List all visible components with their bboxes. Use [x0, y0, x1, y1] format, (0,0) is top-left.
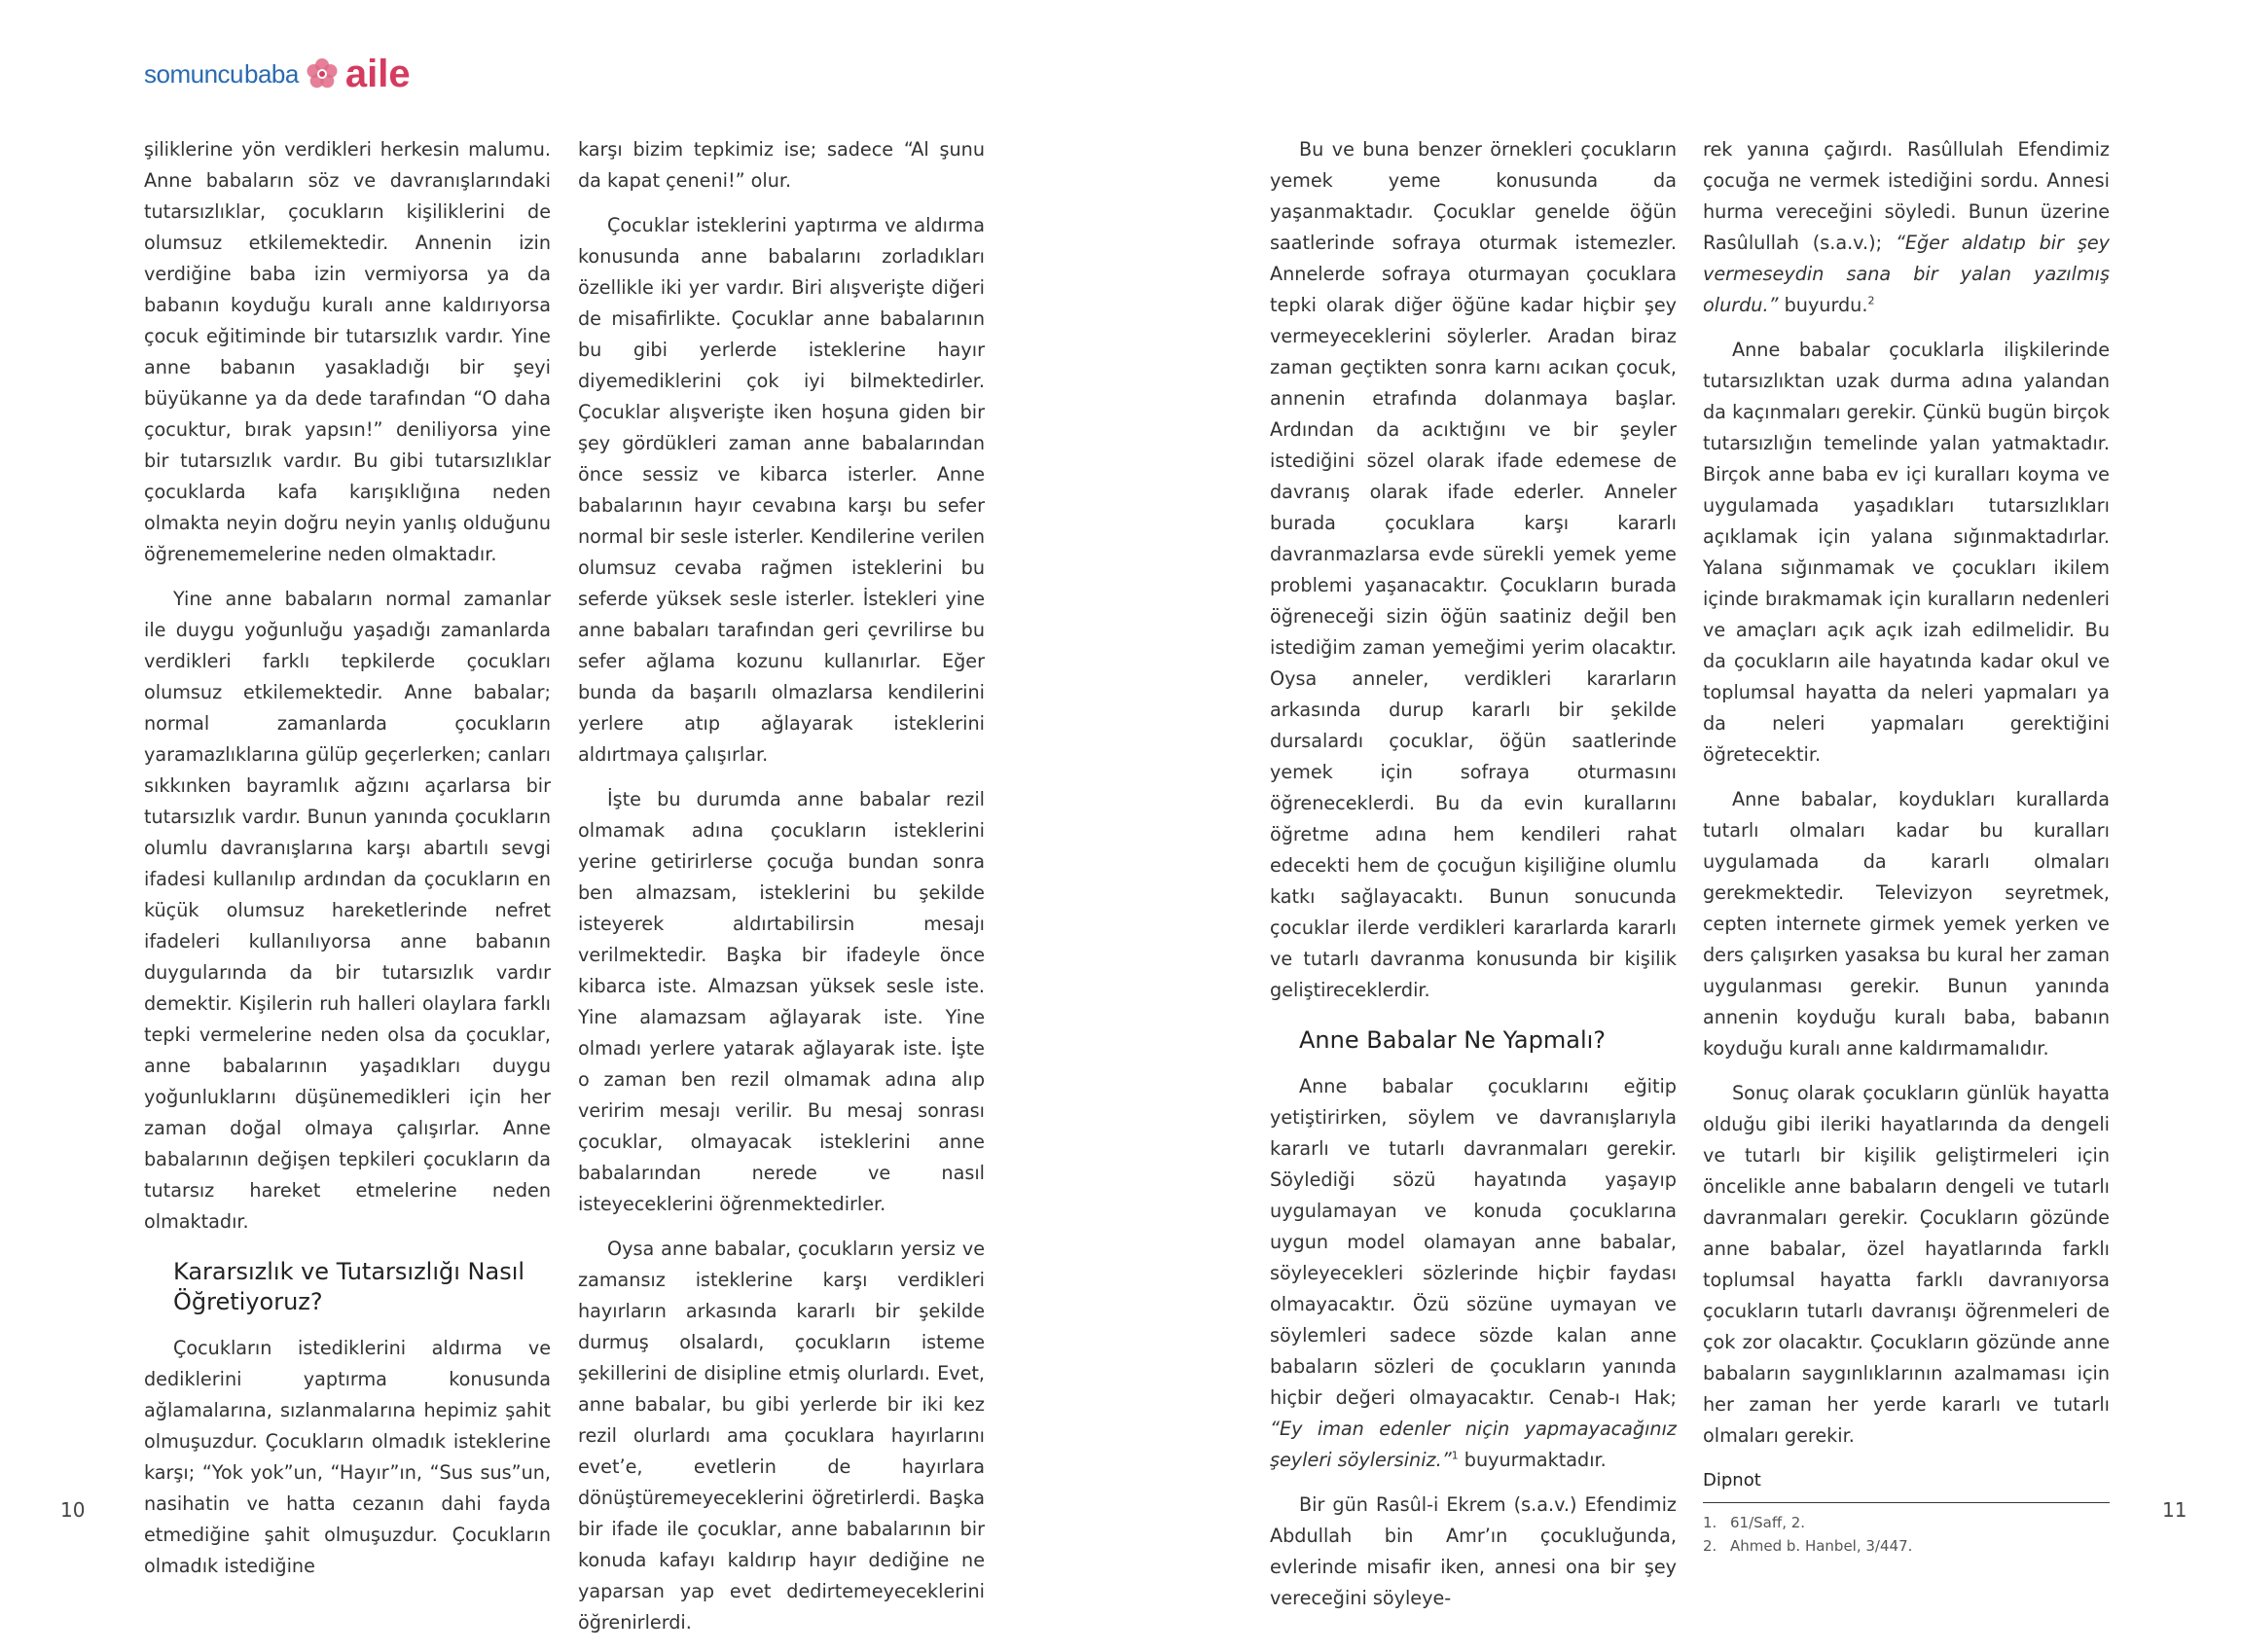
- footnote-ref: 1: [1451, 1449, 1459, 1462]
- footnote-ref: 2: [1867, 294, 1875, 307]
- text-column-1: [144, 134, 551, 1596]
- footnote-list: [1703, 1511, 2110, 1558]
- section-heading: Anne Babalar Ne Yapmalı?: [1299, 1026, 1607, 1054]
- footnote-number: 1.: [1703, 1514, 1717, 1531]
- text-column-2: [578, 134, 985, 1652]
- brand-logo: [144, 51, 411, 97]
- text-column-4: [1703, 134, 2110, 1558]
- quote-text: “Eğer aldatıp bir şey vermeseydin sana bir yalan yazılmış olurdu.”: [1703, 232, 2110, 316]
- paragraph: Yine anne babaların normal zamanlar ile duygu yoğunluğu yaşadığı zamanlarda verdikleri farklı tepkilerde çocukları olumsuz etkilemektedir. Anne babalar; normal zamanlarda çocukların yaramazlıklarına gülüp geçerlerken; canları sıkkınken bayramlık ağzını açarlarsa bir tutarsızlık vardır. Bunun yanında çocukların olumlu davranışlarına karşı abartılı sevgi ifadesi kullanılıp ardından da çocukların en küçük olumsuz hareketlerinde nefret ifadeleri kullanılıyorsa anne babanın duygularında da bir tutarsızlık vardır demektir. Kişilerin ruh halleri olaylara farklı tepki vermelerine neden olsa da çocuklar, anne babalarının yaşadıkları duygu yoğunluklarını düşünemedikleri için her zaman doğal olmaya çalışırlar. Anne babalarının değişen tepkileri çocukların da tutarsız hareket etmelerine neden olmaktadır.: [144, 588, 551, 1233]
- quote-text: “Ey iman edenler niçin yapmayacağınız şeyleri söylersiniz.”: [1270, 1418, 1677, 1471]
- paragraph: Bu ve buna benzer örnekleri çocukların yemek yeme konusunda da yaşanmaktadır. Çocuklar genelde öğün saatlerinde sofraya oturmak istemezler. Annelerde sofraya oturmayan çocuklara tepki olarak diğer öğüne kadar hiçbir şey vermeyeceklerini söylerler. Aradan biraz zaman geçtikten sonra karnı acıkan çocuk, annenin etrafında dolanmaya başlar. Ardından da acıktığını ve bir şeyler istediğini sözel olarak ifade edemese de davranış olarak ifade ederler. Anneler burada çocuklara karşı kararlı davranmazlarsa evde sürekli yemek yeme problemi yaşanacaktır. Çocukların burada öğreneceği sizin öğün saatiniz değil ben istediğim zaman yemeğimi yerim olacaktır. Oysa anneler, verdikleri kararların arkasında durup kararlı bir şekilde dursalardı çocuklar, öğün saatlerinde yemek için sofraya oturmasını öğreneceklerdi. Bu da evin kurallarını öğretme adına hem kendileri rahat edecekti hem de çocuğun kişiliğine olumlu katkı sağlayacaktı. Bunun sonucunda çocuklar ilerde verdikleri kararlarda kararlı ve tutarlı davranma konusunda bir kişilik geliştireceklerdir.: [1270, 138, 1677, 1001]
- paragraph: [1703, 134, 2110, 321]
- paragraph: karşı bizim tepkimiz ise; sadece “Al şunu da kapat çeneni!” olur.: [578, 138, 985, 192]
- footnote-title: Dipnot: [1703, 1465, 2110, 1503]
- footnote-text: 61/Saff, 2.: [1730, 1514, 1806, 1531]
- paragraph: Anne babalar, koydukları kurallarda tutarlı olmaları kadar bu kuralları uygulamada da kararlı olmaları gerekmektedir. Televizyon seyretmek, cepten internete girmek yemek yerken ve ders çalışırken yasaksa bu kural her zaman uygulanması gerekir. Bunun yanında annenin koyduğu kuralı baba, babanın koyduğu kuralı anne kaldırmamalıdır.: [1703, 788, 2110, 1059]
- footnote-number: 2.: [1703, 1537, 1717, 1555]
- paragraph: İşte bu durumda anne babalar rezil olmamak adına çocukların isteklerini yerine getirirlerse çocuğa bundan sonra ben almazsam, isteklerini bu şekilde isteyerek aldırtabilirsin mesajı verilmektedir. Başka bir ifadeyle önce kibarca iste. Almazsan yüksek sesle iste. Yine alamazsam ağlayarak iste. Yine olmadı yerlere yatarak ağlayarak iste. İşte o zaman ben rezil olmamak adına alıp veririm mesajı verilir. Bu mesaj sonrası çocuklar, olmayacak isteklerini anne babalarından nerede ve nasıl isteyeceklerini öğrenmektedirler.: [578, 788, 985, 1215]
- paragraph: Bir gün Rasûl-i Ekrem (s.a.v.) Efendimiz Abdullah bin Amr’ın çocukluğunda, evlerinde misafir iken, annesi ona bir şey vereceğini söyleye-: [1270, 1493, 1677, 1609]
- brand-text-baba: baba: [244, 58, 299, 89]
- text-column-3: [1270, 134, 1677, 1628]
- paragraph: Anne babalar çocuklarla ilişkilerinde tutarsızlıktan uzak durma adına yalandan da kaçınmaları gerekir. Çünkü bugün birçok tutarsızlığın temelinde yalan yatmaktadır. Birçok anne baba ev içi kuralları koyma ve uygulamada yaşadıkları tutarsızlıkları açıklamak için yalana sığınmaktadırlar. Yalana sığınmamak ve çocukları ikilem içinde bırakmamak için kuralların nedenleri ve amaçları açık açık izah edilmelidir. Bu da çocukların aile hayatında kadar okul ve toplumsal hayatta da neleri yapmaları ya da neleri yapmaları gerektiğini öğretecektir.: [1703, 339, 2110, 766]
- paragraph-text: rek yanına çağırdı. Rasûllulah Efendimiz çocuğa ne vermek istediğini sordu. Annesi hurma vereceğini söyledi. Bunun üzerine Rasûlullah (s.a.v.);: [1703, 138, 2110, 254]
- page-number-right: 11: [2162, 1498, 2187, 1522]
- paragraph-text: buyurmaktadır.: [1458, 1449, 1607, 1471]
- paragraph-text: buyurdu.: [1778, 294, 1868, 316]
- page-number-left: 10: [60, 1498, 86, 1522]
- footnote-item: [1703, 1511, 2110, 1534]
- paragraph: Oysa anne babalar, çocukların yersiz ve zamansız isteklerine karşı verdikleri hayırların arkasında kararlı bir şekilde durmuş olsalardı, çocukların isteme şekillerini de disipline etmiş olurlardı. Evet, anne babalar, bu gibi yerlerde bir iki kez rezil olurlardı ama çocuklara hayırlarını evet’e, evetlerin de hayırlara dönüştüremeyeceklerini öğretirlerdi. Başka bir ifade ile çocuklar, anne babalarının bir konuda kafayı kaldırıp hayır dediğine ne yaparsan yap evet dedirtemeyeceklerini öğrenirlerdi.: [578, 1238, 985, 1634]
- flower-logo-icon: [305, 56, 340, 91]
- paragraph: Sonuç olarak çocukların günlük hayatta olduğu gibi ileriki hayatlarında da dengeli ve tutarlı bir kişilik geliştirmeleri için öncelikle anne babaların dengeli ve tutarlı davranmaları gerekir. Çocukların gözünde anne babalar, özel hayatlarında farklı toplumsal hayatta farklı davranıyorsa çocukların tutarlı davranışı öğrenmeleri de çok zor olacaktır. Çocukların gözünde anne babaların saygınlıklarının azalmaması için her zaman her yerde kararlı ve tutarlı olmaları gerekir.: [1703, 1082, 2110, 1447]
- footnote-text: Ahmed b. Hanbel, 3/447.: [1730, 1537, 1913, 1555]
- paragraph: [1270, 1071, 1677, 1476]
- paragraph-text: Anne babalar çocuklarını eğitip yetiştirirken, söylem ve davranışlarıyla kararlı ve tutarlı davranmaları gerekir. Söylediği sözü hayatında yaşayıp uygulamayan ve konuda çocuklarına uygun model olamayan anne babalar, söyleyecekleri sözlerinde hiçbir faydası olmayacaktır. Özü sözüne uymayan ve söylemleri sadece sözde kalan anne babaların sözleri de çocukların yanında hiçbir değeri olmayacaktır. Cenab-ı Hak;: [1270, 1075, 1677, 1409]
- brand-text-somuncu: somuncu: [144, 58, 243, 89]
- brand-text-aile: aile: [344, 52, 411, 95]
- paragraph: şiliklerine yön verdikleri herkesin malumu. Anne babaların söz ve davranışlarındaki tutarsızlıklar, çocukların kişiliklerini de olumsuz etkilemektedir. Annenin izin verdiğine baba izin vermiyorsa ya da babanın koyduğu kuralı anne kaldırıyorsa çocuk eğitiminde bir tutarsızlık vardır. Yine anne babanın yasakladığı bir şeyi büyükanne ya da dede tarafından “O daha çocuktur, bırak yapsın!” deniliyorsa yine bir tutarsızlık vardır. Bu gibi tutarsızlıklar çocuklarda kafa karışıklığına neden olmakta neyin doğru neyin yanlış olduğunu öğrenememelerine neden olmaktadır.: [144, 138, 551, 565]
- footnote-item: [1703, 1534, 2110, 1558]
- section-heading: Kararsızlık ve Tutarsızlığı Nasıl Öğretiyoruz?: [173, 1258, 525, 1315]
- paragraph: Çocuklar isteklerini yaptırma ve aldırma konusunda anne babalarını zorladıkları özellikle iki yer vardır. Biri alışverişte diğeri de misafirlikte. Çocuklar anne babalarının bu gibi yerlerde isteklerine hayır diyemediklerini çok iyi bilmektedirler. Çocuklar alışverişte iken hoşuna giden bir şey gördükleri zaman anne babalarından önce sessiz ve kibarca isterler. Anne babalarının hayır cevabına karşı bu sefer normal bir sesle isterler. Kendilerine verilen olumsuz cevaba rağmen isteklerini bu seferde yüksek sesle isterler. İstekleri yine anne babaları tarafından geri çevrilirse bu sefer ağlama kozunu kullanırlar. Eğer bunda da başarılı olmazlarsa kendilerini yerlere atıp ağlayarak isteklerini aldırtmaya çalışırlar.: [578, 214, 985, 766]
- paragraph: Çocukların istediklerini aldırma ve dediklerini yaptırma konusunda ağlamalarına, sızlanmalarına hepimiz şahit olmuşuzdur. Çocukların olmadık isteklerine karşı; “Yok yok”un, “Hayır”ın, “Sus sus”un, nasihatin ve hatta cezanın dahi fayda etmediğine şahit olmuşuzdur. Çocukların olmadık istediğine: [144, 1337, 551, 1577]
